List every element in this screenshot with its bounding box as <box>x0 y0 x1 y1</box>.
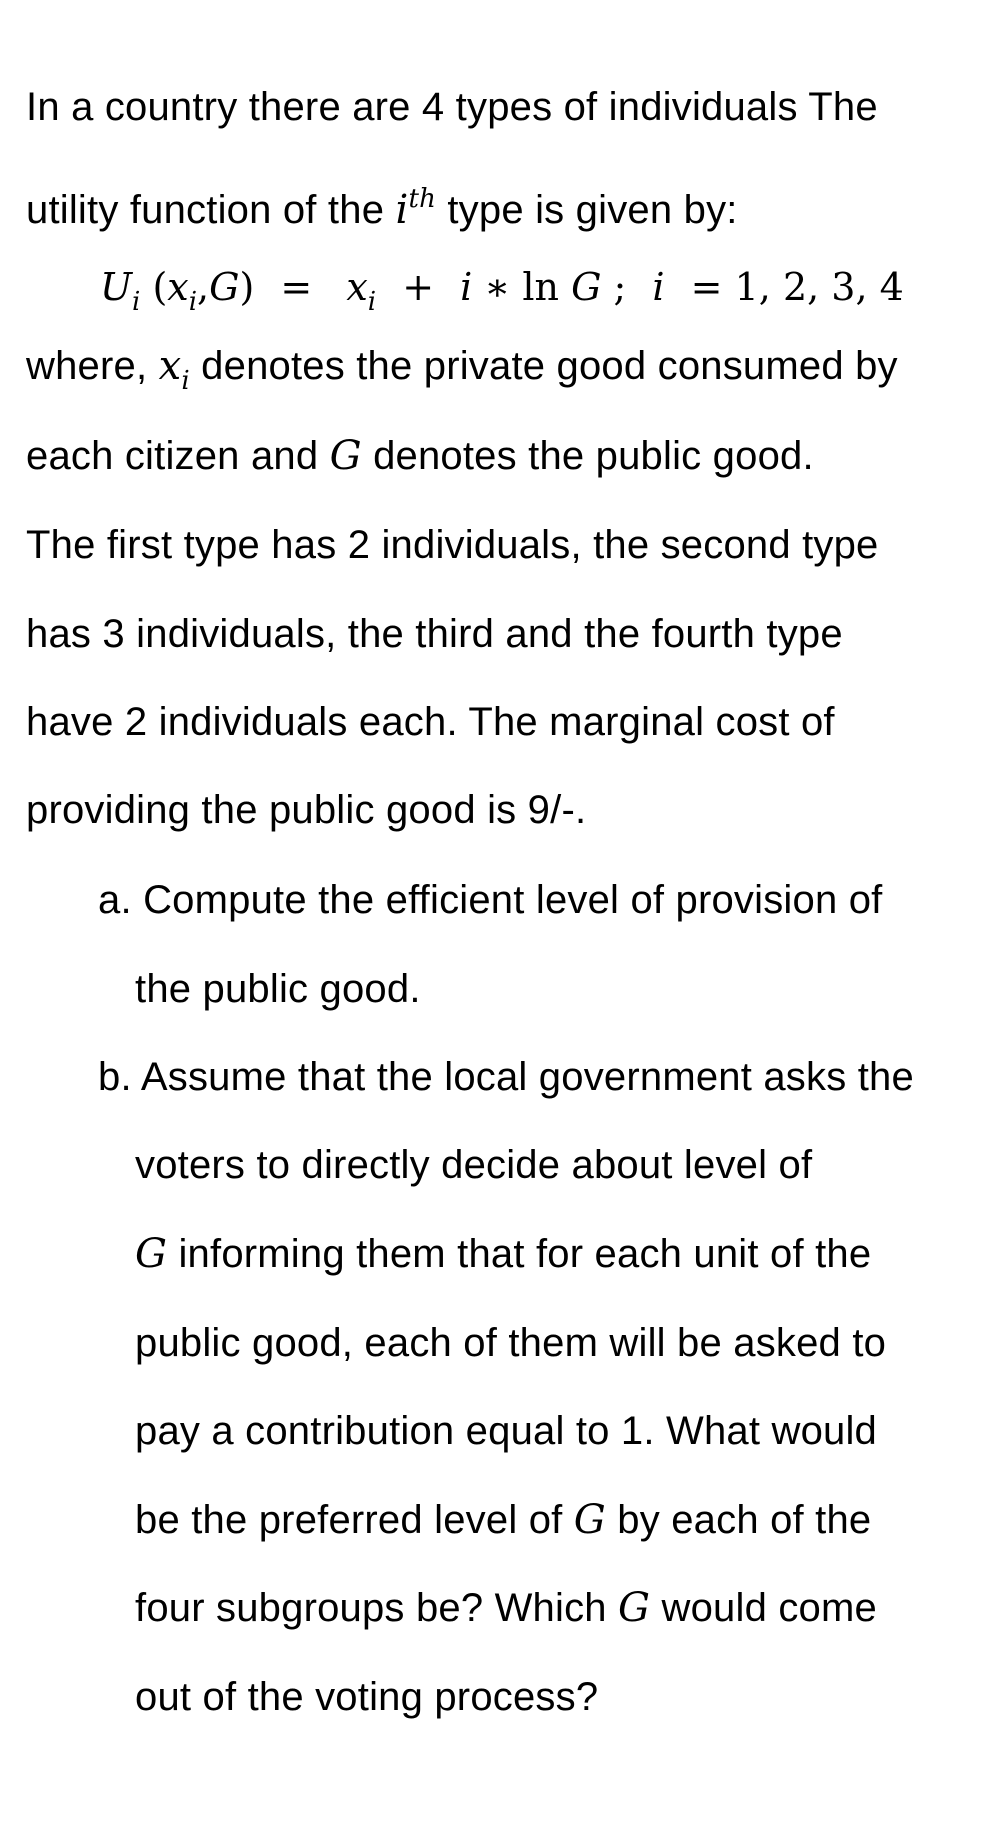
eq-x-sub-i: i <box>188 287 198 317</box>
item-b-marker: b. <box>98 1055 132 1099</box>
eq-x2-sub-i: i <box>367 287 377 317</box>
item-b-line-7 <box>135 1584 877 1632</box>
eq-i: i <box>460 265 473 309</box>
types-line-4 <box>26 786 586 834</box>
item-a-line-2 <box>135 965 421 1013</box>
item-b-G-variable-3: G <box>618 1585 651 1631</box>
item-b-text-7-post: would come <box>650 1586 877 1630</box>
item-b-text-1: Assume that the local government asks the <box>140 1055 914 1099</box>
types-text-1: The first type has 2 individuals, the second type <box>26 523 879 567</box>
utility-equation <box>100 263 904 326</box>
item-b-line-5 <box>135 1407 877 1455</box>
item-b-text-8: out of the voting process? <box>135 1675 599 1719</box>
where-text-1-pre: where, <box>26 344 159 388</box>
eq-times: ∗ <box>484 265 511 309</box>
eq-U: U <box>100 265 133 309</box>
eq-i2: i <box>652 265 665 309</box>
item-b-line-6 <box>135 1496 871 1544</box>
eq-values: 1, 2, 3, 4 <box>734 265 904 309</box>
types-text-3: have 2 individuals each. The marginal cost of <box>26 700 835 744</box>
item-b-text-2: voters to directly decide about level of <box>135 1143 813 1187</box>
eq-G2: G <box>571 265 602 309</box>
where-text-2-post: denotes the public good. <box>361 434 814 478</box>
eq-U-sub-i: i <box>132 287 141 317</box>
item-a-line-1 <box>98 876 882 924</box>
item-b-text-3: informing them that for each unit of the <box>167 1232 872 1276</box>
item-b-line-2 <box>135 1141 812 1189</box>
eq-x: x <box>167 265 189 309</box>
intro-text-1: In a country there are 4 types of individuals The <box>26 85 878 129</box>
item-b-text-6-pre: be the preferred level of <box>135 1498 574 1542</box>
item-b-line-3 <box>135 1230 871 1278</box>
item-b-G-variable-2: G <box>573 1497 606 1543</box>
item-b-line-4 <box>135 1319 886 1367</box>
eq-ln: ln <box>522 265 559 309</box>
types-text-4: providing the public good is 9/-. <box>26 788 587 832</box>
eq-equals: = <box>280 265 313 309</box>
eq-G: G <box>209 265 240 309</box>
where-text-2-pre: each citizen and <box>26 434 330 478</box>
item-a-text-2: the public good. <box>135 967 421 1011</box>
intro-line-1 <box>26 83 878 131</box>
intro-line-2 <box>26 175 738 234</box>
where-line-2 <box>26 432 814 480</box>
item-a-text-1: Compute the efficient level of provision of <box>143 878 883 922</box>
eq-plus: + <box>402 265 435 309</box>
x-subscript: i <box>181 366 190 396</box>
types-line-3 <box>26 698 835 746</box>
types-text-2: has 3 individuals, the third and the fourth type <box>26 612 843 656</box>
intro-text-2-pre: utility function of the <box>26 188 396 232</box>
x-variable: x <box>158 343 182 389</box>
item-b-line-1 <box>98 1053 914 1101</box>
where-text-1-post: denotes the private good consumed by <box>189 344 898 388</box>
item-b-text-5: pay a contribution equal to 1. What would <box>135 1409 877 1453</box>
eq-semicolon: ; <box>613 265 627 309</box>
eq-x2: x <box>346 265 368 309</box>
eq-close-paren: ) <box>239 265 255 309</box>
types-line-2 <box>26 610 843 658</box>
G-variable: G <box>329 433 362 479</box>
eq-equals-2: = <box>690 265 723 309</box>
item-b-line-8 <box>135 1673 598 1721</box>
item-a-marker: a. <box>98 878 132 922</box>
eq-open-paren: ( <box>152 265 168 309</box>
item-b-text-6-post: by each of the <box>605 1498 872 1542</box>
where-line-1 <box>26 342 898 405</box>
intro-text-2-post: type is given by: <box>436 188 738 232</box>
item-b-G-variable-1: G <box>135 1231 168 1277</box>
types-line-1 <box>26 521 879 569</box>
ith-variable: i <box>395 187 409 233</box>
ith-superscript: th <box>408 184 437 214</box>
item-b-text-7-pre: four subgroups be? Which <box>135 1586 619 1630</box>
eq-comma: , <box>197 265 210 309</box>
item-b-text-4: public good, each of them will be asked to <box>135 1321 887 1365</box>
